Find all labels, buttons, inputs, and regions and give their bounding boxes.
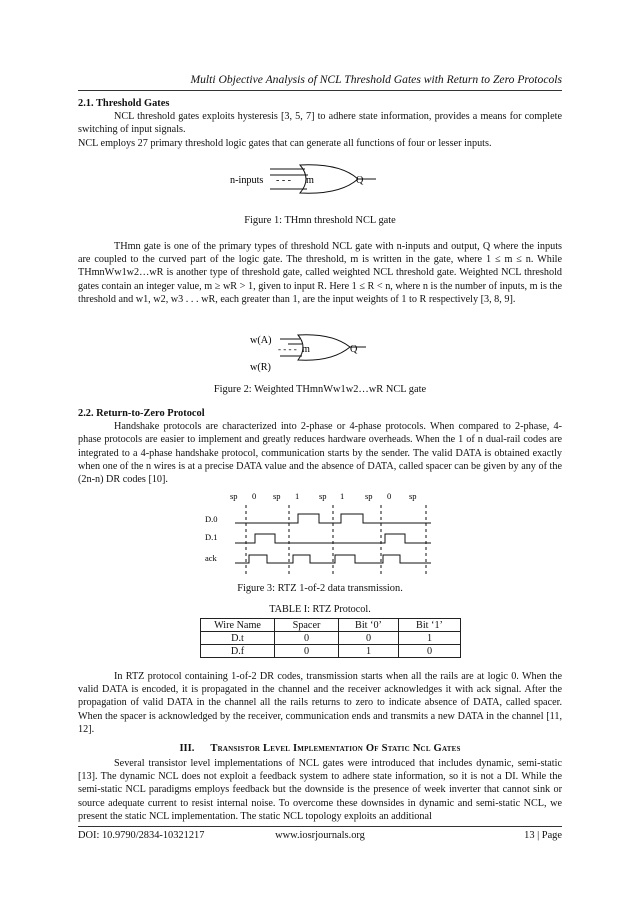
paragraph: NCL threshold gates exploits hysteresis [3, 5, 7] to adhere state information, provides a means for complete switching of input signals.	[78, 111, 562, 136]
threshold-label: m	[302, 344, 310, 355]
input-a-label: w(A)	[250, 335, 272, 346]
section-number: III.	[179, 743, 195, 754]
table-row	[201, 645, 461, 658]
footer-rule	[78, 826, 562, 827]
table-rtz-protocol	[200, 618, 461, 658]
column-header: Bit ‘0’	[339, 619, 399, 632]
table-cell: 0	[399, 645, 461, 658]
paragraph: NCL employs 27 primary threshold logic gates that can generate all functions of four or lesser inputs.	[78, 137, 492, 149]
state-label: sp	[409, 491, 417, 501]
state-label: 0	[252, 491, 257, 501]
figure-2-caption: Figure 2: Weighted THmnWw1w2…wR NCL gate	[213, 384, 427, 395]
paragraph-rtz: In RTZ protocol containing 1-of-2 DR codes, transmission starts when all the rails are at logic 0. When the valid DATA is encoded, it is propagated in the channel and the receiver acknowledges it with ack signal. After the propagation of valid DATA in the channel all the rails returns to zero to indicate absence of DATA, called spacer. When the spacer is acknowledged by the receiver, communication ends and transmits a new DATA in the channel [11, 12].	[78, 671, 562, 735]
table-cell: 0	[275, 632, 339, 645]
row-label-d0: D.0	[205, 514, 218, 524]
column-header: Bit ‘1’	[399, 619, 461, 632]
output-label: Q	[350, 344, 358, 355]
table-cell: 0	[339, 632, 399, 645]
input-label: n-inputs	[230, 175, 264, 186]
state-labels	[230, 491, 417, 501]
column-header: Wire Name	[201, 619, 275, 632]
state-label: 1	[340, 491, 345, 501]
section-heading: 2.2. Return-to-Zero Protocol	[78, 408, 205, 419]
state-label: 0	[387, 491, 392, 501]
figure-1-threshold-gate	[200, 160, 440, 200]
section-3-heading	[78, 743, 562, 754]
paragraph-thmn: THmn gate is one of the primary types of threshold NCL gate with n-inputs and output, Q where the inputs are coupled to the curved part of the logic gate. The threshold, m is written in the gate, where 1 ≤ m ≤ n. While THmnWw1w2…wR is another type of threshold gate, called weighted NCL threshold gate. Weighted NCL threshold gates contain an integer value, m ≥ wR > 1, given to input R. Here 1 ≤ R < n, where n is the number of inputs, m is the threshold and w1, w2, w3 . . . wR, each greater than 1, are the input weights of 1 to R respectively [3, 8, 9].	[78, 241, 562, 305]
state-label: sp	[319, 491, 327, 501]
state-label: sp	[273, 491, 281, 501]
table-cell: 1	[399, 632, 461, 645]
footer-page-number: 13 | Page	[524, 830, 562, 841]
threshold-label: m	[306, 175, 314, 186]
footer-doi: DOI: 10.9790/2834-10321217	[78, 830, 205, 841]
section-heading: 2.1. Threshold Gates	[78, 98, 170, 109]
section-2-2	[78, 407, 562, 486]
table-cell: 0	[275, 645, 339, 658]
column-header: Spacer	[275, 619, 339, 632]
section-2-1	[78, 97, 562, 150]
figure-3-timing-diagram	[195, 487, 445, 577]
input-dashes: - - - -	[278, 344, 297, 354]
state-label: 1	[295, 491, 300, 501]
phase-dividers	[246, 505, 426, 575]
output-label: Q	[356, 175, 364, 186]
table-1-title: TABLE I: RTZ Protocol.	[269, 604, 371, 615]
table-cell: 1	[339, 645, 399, 658]
row-label-d1: D.1	[205, 532, 218, 542]
input-dashes: - - -	[276, 175, 291, 186]
table-header-row	[201, 619, 461, 632]
footer-website: www.iosrjournals.org	[275, 830, 365, 841]
figure-2-weighted-gate	[240, 330, 390, 375]
table-row	[201, 632, 461, 645]
state-label: sp	[365, 491, 373, 501]
row-labels	[205, 514, 218, 563]
header-rule	[78, 90, 562, 91]
state-label: sp	[230, 491, 238, 501]
paragraph: Handshake protocols are characterized into 2-phase or 4-phase protocols. When compared to 2-phase, 4-phase protocols are easier to implement and greatly reduces hardware overheads. When the 1 of n dual-rail codes are integrated to a 4-phase handshake protocol, communication starts by the sender. The valid DATA is obtained exactly when one of the n wires is at a precise DATA value and the absence of DATA, called spacer can be given by any of the (2n-n) DR codes [10].	[78, 421, 562, 486]
table-cell: D.t	[201, 632, 275, 645]
figure-1-caption: Figure 1: THmn threshold NCL gate	[244, 215, 396, 226]
input-r-label: w(R)	[250, 362, 271, 373]
paragraph-section-3: Several transistor level implementations of NCL gates were introduced that includes dynamic, semi-static [13]. The dynamic NCL does not exploit a feedback system to adhere state information, so it is not a DI. While the semi-static NCL paradigms employs feedback but the downside is the presence of week inverter that cannot sink or source adequate current to resist internal noise. To overcome these downsides in dynamic and semi-static NCL, we present the static NCL implementation. The static NCL topology exploits an additional	[78, 758, 562, 822]
figure-3-caption: Figure 3: RTZ 1-of-2 data transmission.	[237, 583, 403, 594]
table-cell: D.f	[201, 645, 275, 658]
section-title: Transistor Level Implementation Of Static Ncl Gates	[210, 743, 461, 754]
row-label-ack: ack	[205, 553, 217, 563]
running-header: Multi Objective Analysis of NCL Threshold Gates with Return to Zero Protocols	[190, 73, 562, 86]
